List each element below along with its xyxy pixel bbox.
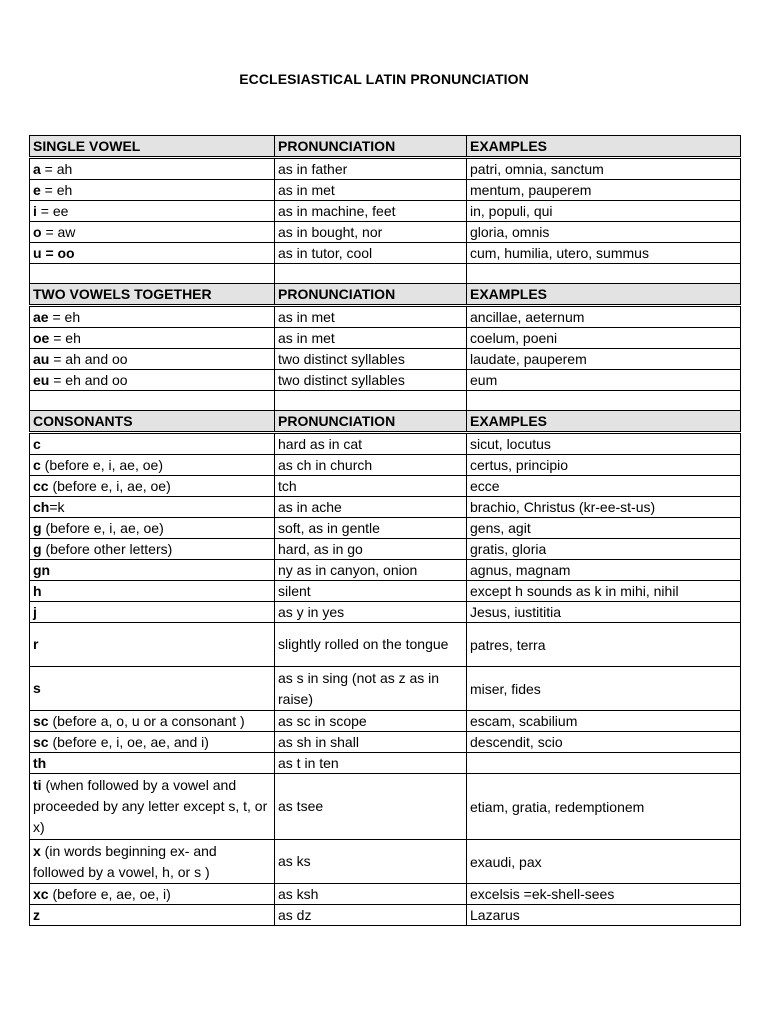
- table-row: [30, 497, 741, 518]
- letter-detail: = eh: [49, 330, 81, 346]
- spacer-row: [30, 264, 741, 284]
- pronunciation-cell: as in father: [275, 158, 467, 180]
- empty-cell: [467, 264, 741, 284]
- letter-key: x: [33, 842, 41, 859]
- letter-cell: [30, 539, 275, 560]
- letter-key: cc: [33, 478, 49, 494]
- pronunciation-cell: as tsee: [275, 774, 467, 840]
- examples-cell: cum, humilia, utero, summus: [467, 243, 741, 264]
- letter-key: j: [33, 604, 37, 620]
- letter-key: gn: [33, 562, 51, 578]
- letter-key: ch: [33, 499, 50, 515]
- letter-detail: = aw: [41, 224, 76, 240]
- table-row: [30, 667, 741, 711]
- table-row: [30, 732, 741, 753]
- pronunciation-cell: as sh in shall: [275, 732, 467, 753]
- table-row: [30, 349, 741, 370]
- column-header: CONSONANTS: [30, 411, 275, 433]
- table-row: [30, 905, 741, 926]
- empty-cell: [275, 391, 467, 411]
- examples-cell: descendit, scio: [467, 732, 741, 753]
- letter-key: c: [33, 457, 41, 473]
- section-header-row: [30, 284, 741, 306]
- section-header-row: [30, 136, 741, 158]
- empty-cell: [467, 391, 741, 411]
- letter-key: s: [33, 680, 41, 696]
- pronunciation-cell: as s in sing (not as z as in raise): [275, 667, 467, 711]
- letter-key: oe: [33, 330, 50, 346]
- letter-key: a: [33, 161, 41, 177]
- letter-detail: (before e, i, ae, oe): [41, 520, 164, 536]
- page-title: ECCLESIASTICAL LATIN PRONUNCIATION: [239, 71, 529, 87]
- examples-cell: gloria, omnis: [467, 222, 741, 243]
- table-row: [30, 370, 741, 391]
- letter-detail: (before a, o, u or a consonant ): [48, 713, 245, 729]
- letter-cell: [30, 222, 275, 243]
- table-row: [30, 201, 741, 222]
- pronunciation-cell: silent: [275, 581, 467, 602]
- examples-cell: coelum, poeni: [467, 328, 741, 349]
- empty-cell: [275, 264, 467, 284]
- letter-key: ae: [33, 309, 49, 325]
- pronunciation-cell: two distinct syllables: [275, 370, 467, 391]
- letter-cell: [30, 158, 275, 180]
- examples-cell: except h sounds as k in mihi, nihil: [467, 581, 741, 602]
- letter-cell: [30, 732, 275, 753]
- examples-cell: Jesus, iustititia: [467, 602, 741, 623]
- pronunciation-cell: hard, as in go: [275, 539, 467, 560]
- table-row: [30, 840, 741, 884]
- letter-cell: [30, 370, 275, 391]
- examples-cell: etiam, gratia, redemptionem: [467, 774, 741, 840]
- empty-cell: [30, 391, 275, 411]
- letter-cell: [30, 497, 275, 518]
- letter-cell: [30, 711, 275, 732]
- letter-cell: [30, 328, 275, 349]
- letter-cell: [30, 753, 275, 774]
- table-row: [30, 602, 741, 623]
- table-row: [30, 222, 741, 243]
- letter-key: r: [33, 636, 39, 652]
- examples-cell: laudate, pauperem: [467, 349, 741, 370]
- examples-cell: certus, principio: [467, 455, 741, 476]
- letter-detail: = ah: [40, 161, 73, 177]
- letter-detail: = ah and oo: [49, 351, 128, 367]
- pronunciation-table: [29, 135, 741, 926]
- pronunciation-cell: as in met: [275, 328, 467, 349]
- letter-key: o: [33, 224, 42, 240]
- letter-cell: [30, 201, 275, 222]
- pronunciation-cell: tch: [275, 476, 467, 497]
- pronunciation-cell: as ks: [275, 840, 467, 884]
- letter-key: ti: [33, 777, 42, 793]
- letter-detail: (before e, i, oe, ae, and i): [48, 734, 209, 750]
- examples-cell: [467, 753, 741, 774]
- examples-cell: brachio, Christus (kr-ee-st-us): [467, 497, 741, 518]
- section-header-row: [30, 411, 741, 433]
- table-row: [30, 518, 741, 539]
- pronunciation-cell: as in tutor, cool: [275, 243, 467, 264]
- pronunciation-cell: slightly rolled on the tongue: [275, 623, 467, 667]
- letter-detail: (before e, i, ae, oe): [40, 457, 163, 473]
- letter-cell: [30, 476, 275, 497]
- letter-key: sc: [33, 734, 49, 750]
- letter-cell: [30, 455, 275, 476]
- column-header: PRONUNCIATION: [275, 284, 467, 306]
- examples-cell: agnus, magnam: [467, 560, 741, 581]
- table-row: [30, 623, 741, 667]
- letter-cell: [30, 560, 275, 581]
- letter-cell: [30, 840, 275, 884]
- examples-cell: sicut, locutus: [467, 433, 741, 455]
- examples-cell: Lazarus: [467, 905, 741, 926]
- letter-cell: [30, 243, 275, 264]
- letter-detail: = eh: [48, 309, 81, 325]
- letter-key: th: [33, 755, 47, 771]
- pronunciation-cell: as y in yes: [275, 602, 467, 623]
- pronunciation-cell: as in bought, nor: [275, 222, 467, 243]
- column-header: EXAMPLES: [467, 411, 741, 433]
- letter-key: e: [33, 182, 41, 198]
- letter-key: c: [33, 436, 41, 452]
- letter-detail: (before other letters): [41, 541, 173, 557]
- column-header: EXAMPLES: [467, 284, 741, 306]
- column-header: PRONUNCIATION: [275, 136, 467, 158]
- letter-key: sc: [33, 713, 49, 729]
- letter-cell: [30, 602, 275, 623]
- table-row: [30, 455, 741, 476]
- letter-detail: = ee: [36, 203, 69, 219]
- pronunciation-cell: soft, as in gentle: [275, 518, 467, 539]
- letter-detail: (before e, ae, oe, i): [48, 886, 171, 902]
- table-row: [30, 884, 741, 905]
- table-row: [30, 306, 741, 328]
- column-header: EXAMPLES: [467, 136, 741, 158]
- examples-cell: exaudi, pax: [467, 840, 741, 884]
- letter-cell: [30, 518, 275, 539]
- examples-cell: miser, fides: [467, 667, 741, 711]
- column-header: TWO VOWELS TOGETHER: [30, 284, 275, 306]
- examples-cell: eum: [467, 370, 741, 391]
- pronunciation-cell: as ch in church: [275, 455, 467, 476]
- letter-cell: [30, 774, 275, 840]
- letter-key: au: [33, 351, 50, 367]
- examples-cell: excelsis =ek-shell-sees: [467, 884, 741, 905]
- table-row: [30, 539, 741, 560]
- letter-detail: (when followed by a vowel and proceeded by any letter except s, t, or x): [33, 777, 268, 835]
- spacer-row: [30, 391, 741, 411]
- pronunciation-cell: as in met: [275, 180, 467, 201]
- letter-key: g: [33, 541, 42, 557]
- letter-key: xc: [33, 886, 49, 902]
- pronunciation-cell: as dz: [275, 905, 467, 926]
- letter-detail: = eh and oo: [49, 372, 128, 388]
- letter-cell: [30, 667, 275, 711]
- letter-key: z: [33, 907, 40, 923]
- pronunciation-cell: as in machine, feet: [275, 201, 467, 222]
- pronunciation-cell: two distinct syllables: [275, 349, 467, 370]
- table-row: [30, 560, 741, 581]
- pronunciation-cell: as in ache: [275, 497, 467, 518]
- table-row: [30, 711, 741, 732]
- letter-key: eu: [33, 372, 50, 388]
- pronunciation-cell: as ksh: [275, 884, 467, 905]
- pronunciation-cell: as t in ten: [275, 753, 467, 774]
- pronunciation-cell: as sc in scope: [275, 711, 467, 732]
- examples-cell: escam, scabilium: [467, 711, 741, 732]
- examples-cell: ecce: [467, 476, 741, 497]
- examples-cell: mentum, pauperem: [467, 180, 741, 201]
- table-row: [30, 158, 741, 180]
- letter-key: u = oo: [33, 245, 75, 261]
- letter-key: i: [33, 203, 37, 219]
- pronunciation-cell: as in met: [275, 306, 467, 328]
- letter-cell: [30, 306, 275, 328]
- empty-cell: [30, 264, 275, 284]
- letter-cell: [30, 905, 275, 926]
- table-row: [30, 180, 741, 201]
- letter-detail: =k: [49, 499, 65, 515]
- letter-cell: [30, 349, 275, 370]
- examples-cell: in, populi, qui: [467, 201, 741, 222]
- examples-cell: gens, agit: [467, 518, 741, 539]
- letter-key: g: [33, 520, 42, 536]
- letter-cell: [30, 180, 275, 201]
- letter-cell: [30, 581, 275, 602]
- table-row: [30, 328, 741, 349]
- table-row: [30, 433, 741, 455]
- pronunciation-cell: hard as in cat: [275, 433, 467, 455]
- letter-detail: = eh: [40, 182, 73, 198]
- examples-cell: gratis, gloria: [467, 539, 741, 560]
- examples-cell: patres, terra: [467, 623, 741, 667]
- examples-cell: patri, omnia, sanctum: [467, 158, 741, 180]
- table-row: [30, 476, 741, 497]
- letter-cell: [30, 433, 275, 455]
- letter-detail: (before e, i, ae, oe): [48, 478, 171, 494]
- letter-key: h: [33, 583, 42, 599]
- table-row: [30, 774, 741, 840]
- pronunciation-cell: ny as in canyon, onion: [275, 560, 467, 581]
- table-row: [30, 753, 741, 774]
- table-row: [30, 581, 741, 602]
- column-header: SINGLE VOWEL: [30, 136, 275, 158]
- letter-cell: [30, 623, 275, 667]
- letter-cell: [30, 884, 275, 905]
- letter-detail: (in words beginning ex- and followed by a vowel, h, or s ): [33, 842, 217, 880]
- column-header: PRONUNCIATION: [275, 411, 467, 433]
- table-row: [30, 243, 741, 264]
- examples-cell: ancillae, aeternum: [467, 306, 741, 328]
